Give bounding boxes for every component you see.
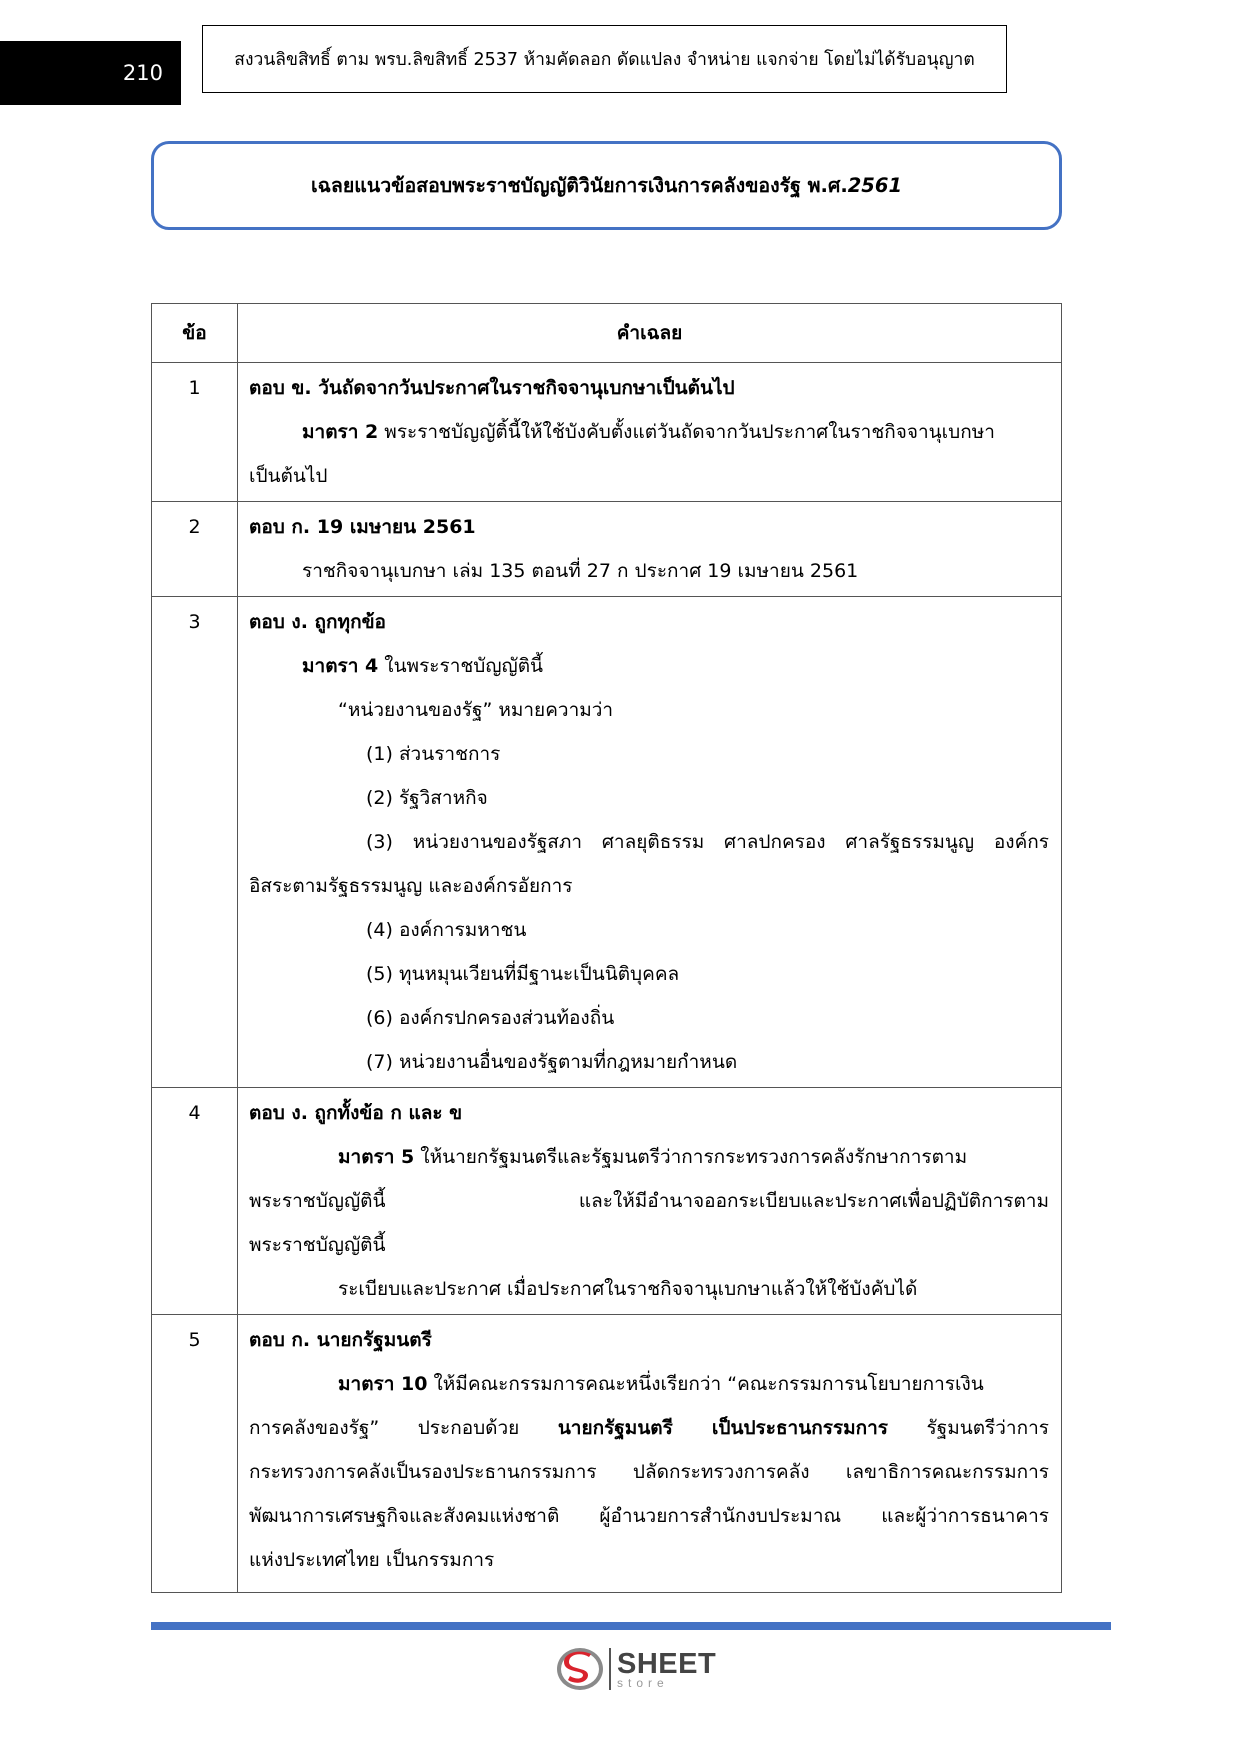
list-item: (7) หน่วยงานอื่นของรัฐตามที่กฎหมายกำหนด [366,1051,738,1073]
table-header-row [152,304,1062,363]
list-item-continuation: อิสระตามรัฐธรรมนูญ และองค์กรอัยการ [249,875,573,897]
list-item: (3) หน่วยงานของรัฐสภา ศาลยุติธรรม ศาลปกครอง ศาลรัฐธรรมนูญ องค์กร [366,831,1049,853]
row-number: 4 [152,1088,238,1315]
section-text [249,1135,1049,1179]
list-item: (5) ทุนหมุนเวียนที่มีฐานะเป็นนิติบุคคล [366,963,680,985]
answer-line: ตอบ ข. วันถัดจากวันประกาศในราชกิจจานุเบกษาเป็นต้นไป [249,377,735,399]
answer-cell [238,502,1062,597]
title-year: 2561 [847,174,903,197]
answer-line: ตอบ ง. ถูกทั้งข้อ ก และ ข [249,1102,463,1124]
section-text [249,1362,1049,1406]
title-text: เฉลยแนวข้อสอบพระราชบัญญัติวินัยการเงินการคลังของรัฐ พ.ศ. [310,174,848,197]
row-number: 3 [152,597,238,1088]
answer-cell [238,363,1062,502]
copyright-text: สงวนลิขสิทธิ์ ตาม พรบ.ลิขสิทธิ์ 2537 ห้ามคัดลอก ดัดแปลง จำหน่าย แจกจ่าย โดยไม่ได้รับอนุญาต [234,50,975,70]
table-row [152,363,1062,502]
section-continuation: พระราชบัญญัตินี้ [249,1234,386,1256]
page-number [0,41,181,105]
answer-cell [238,597,1062,1088]
page-number-text: 210 [122,61,163,85]
row-number: 1 [152,363,238,502]
section-continuation: แห่งประเทศไทย เป็นกรรมการ [249,1549,495,1571]
copyright-notice [202,25,1007,93]
answer-line: ตอบ ง. ถูกทุกข้อ [249,611,386,633]
column-header-answer: คำเฉลย [238,304,1062,363]
section-label: มาตรา 4 [302,655,379,677]
logo-word: SHEET [617,1647,717,1680]
answer-cell [238,1315,1062,1593]
table-row [152,1315,1062,1593]
table-row [152,1088,1062,1315]
answer-cell [238,1088,1062,1315]
column-header-no: ข้อ [152,304,238,363]
section-continuation: พัฒนาการเศรษฐกิจและสังคมแห่งชาติ ผู้อำนวยการสำนักงบประมาณ และผู้ว่าการธนาคาร [249,1505,1049,1527]
definition-text: “หน่วยงานของรัฐ” หมายความว่า [338,699,614,721]
section-label: มาตรา 2 [302,421,379,443]
logo-text [617,1647,717,1690]
logo-separator [609,1648,611,1690]
sheet-logo-icon [555,1644,605,1694]
highlighted-answer: นายกรัฐมนตรี เป็นประธานกรรมการ [557,1417,889,1439]
list-item: (6) องค์กรปกครองส่วนท้องถิ่น [366,1007,615,1029]
table-row [152,502,1062,597]
section-text [249,644,1049,688]
section-body: ในพระราชบัญญัตินี้ [378,655,544,677]
row-number: 5 [152,1315,238,1593]
section-continuation [249,1406,1049,1450]
section-body: พระราชบัญญัติ้นี้ให้ใช้บังคับตั้งแต่วันถัดจากวันประกาศในราชกิจจานุเบกษา [378,421,995,443]
answer-line: ตอบ ก. นายกรัฐมนตรี [249,1329,432,1351]
list-item: (1) ส่วนราชการ [366,743,501,765]
page-title [151,141,1062,230]
section-label: มาตรา 5 [338,1146,415,1168]
answer-table [151,303,1062,1593]
reference-text: ราชกิจจานุเบกษา เล่ม 135 ตอนที่ 27 ก ประกาศ 19 เมษายน 2561 [302,560,859,582]
list-item: (4) องค์การมหาชน [366,919,527,941]
list-item: (2) รัฐวิสาหกิจ [366,787,488,809]
section-continuation: พระราชบัญญัตินี้ และให้มีอำนาจออกระเบียบและประกาศเพื่อปฏิบัติการตาม [249,1190,1049,1212]
section-body: การคลังของรัฐ” ประกอบด้วย [249,1417,558,1439]
footer-rule [151,1622,1111,1630]
section-continuation: เป็นต้นไป [249,465,328,487]
sheet-store-logo [555,1643,716,1695]
logo-subword: store [617,1675,669,1690]
answer-line: ตอบ ก. 19 เมษายน 2561 [249,516,476,538]
row-number: 2 [152,502,238,597]
table-row [152,597,1062,1088]
section-label: มาตรา 10 [338,1373,428,1395]
section-body: ให้นายกรัฐมนตรีและรัฐมนตรีว่าการกระทรวงการคลังรักษาการตาม [414,1146,968,1168]
section-body: ให้มีคณะกรรมการคณะหนึ่งเรียกว่า “คณะกรรมการนโยบายการเงิน [427,1373,984,1395]
section-paragraph: ระเบียบและประกาศ เมื่อประกาศในราชกิจจานุเบกษาแล้วให้ใช้บังคับได้ [338,1278,918,1300]
section-body: รัฐมนตรีว่าการ [888,1417,1049,1439]
section-continuation: กระทรวงการคลังเป็นรองประธานกรรมการ ปลัดกระทรวงการคลัง เลขาธิการคณะกรรมการ [249,1461,1049,1483]
section-text [249,410,1049,454]
